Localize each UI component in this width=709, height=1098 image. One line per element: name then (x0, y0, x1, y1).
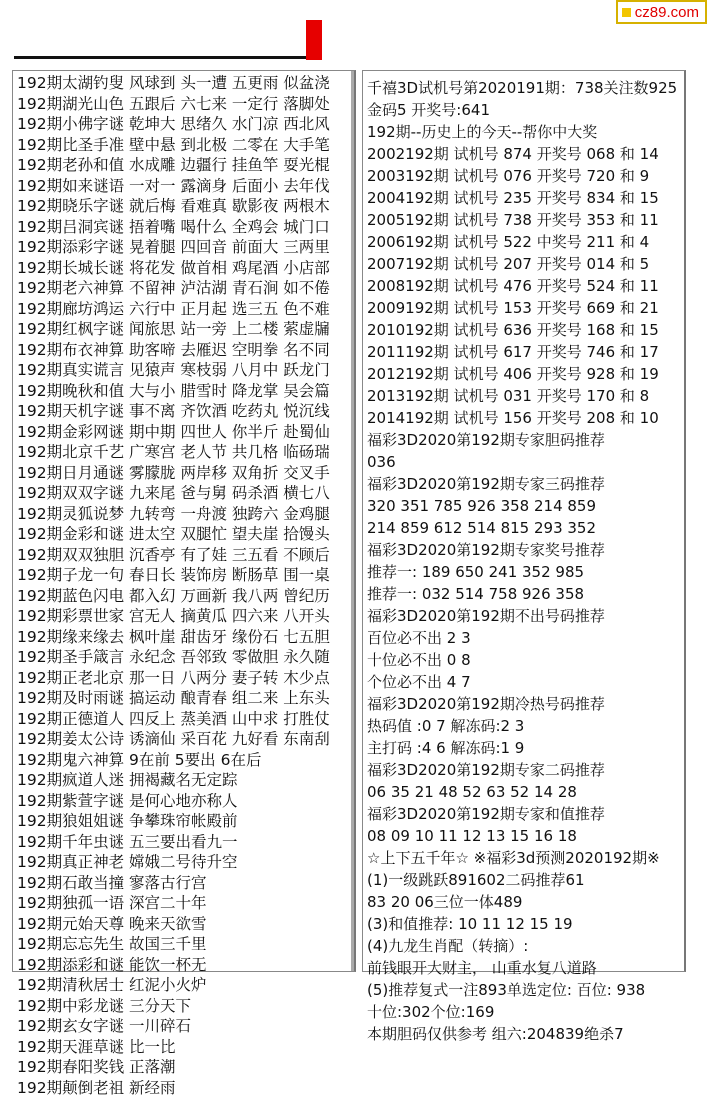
riddle-row: 192期春阳奖钱 正落潮 (17, 1057, 352, 1078)
prediction-row: 前钱眼开大财主， 山重水复八道路 (367, 957, 682, 979)
riddle-row: 192期添彩字谜 晃着腿 四回音 前面大 三两里 (17, 237, 352, 258)
prediction-row: 福彩3D2020第192期冷热号码推荐 (367, 693, 682, 715)
site-badge-label: cz89.com (635, 4, 699, 21)
riddle-row: 192期湖光山色 五跟后 六七来 一定行 落脚处 (17, 94, 352, 115)
riddle-list (17, 73, 352, 1098)
riddle-row: 192期彩票世家 宫无人 摘黄瓜 四六来 八开头 (17, 606, 352, 627)
banner-red-bar (306, 20, 322, 60)
riddle-row: 192期颠倒老祖 新经雨 (17, 1078, 352, 1098)
riddle-row: 192期添彩和谜 能饮一杯无 (17, 955, 352, 976)
prediction-row: 2005192期 试机号 738 开奖号 353 和 11 (367, 209, 682, 231)
riddle-row: 192期子龙一句 春日长 装饰房 断肠草 围一桌 (17, 565, 352, 586)
prediction-row: 百位必不出 2 3 (367, 627, 682, 649)
riddle-row: 192期灵狐说梦 九转弯 一舟渡 独跨六 金鸡腿 (17, 504, 352, 525)
prediction-row: 十位必不出 0 8 (367, 649, 682, 671)
riddle-row: 192期北京千艺 广寒宫 老人节 共几格 临砀瑞 (17, 442, 352, 463)
riddle-row: 192期日月通谜 雾朦胧 两岸移 双角折 交叉手 (17, 463, 352, 484)
riddle-row: 192期蓝色闪电 都入幻 万画新 我八两 曾纪历 (17, 586, 352, 607)
prediction-row: 个位必不出 4 7 (367, 671, 682, 693)
riddle-row: 192期缘来缘去 枫叶崖 甜齿牙 缘份石 七五胆 (17, 627, 352, 648)
prediction-row: 2010192期 试机号 636 开奖号 168 和 15 (367, 319, 682, 341)
prediction-row: (3)和值推荐: 10 11 12 15 19 (367, 913, 682, 935)
riddle-row: 192期紫萱字谜 是何心地亦称人 (17, 791, 352, 812)
prediction-row: 2009192期 试机号 153 开奖号 669 和 21 (367, 297, 682, 319)
riddle-row: 192期太湖钓叟 风球到 头一遭 五更雨 似盆浇 (17, 73, 352, 94)
riddle-row: 192期晚秋和值 大与小 腊雪时 降龙掌 吴会篇 (17, 381, 352, 402)
prediction-row: (1)一级跳跃891602二码推荐61 (367, 869, 682, 891)
riddle-row: 192期独孤一语 深宫二十年 (17, 893, 352, 914)
prediction-row: 福彩3D2020第192期专家和值推荐 (367, 803, 682, 825)
riddle-row: 192期小佛字谜 乾坤大 思绪久 水门凉 西北风 (17, 114, 352, 135)
prediction-row: 192期--历史上的今天--帮你中大奖 (367, 121, 682, 143)
riddle-row: 192期石敢当撞 寥落古行宫 (17, 873, 352, 894)
riddle-row: 192期清秋居士 红泥小火炉 (17, 975, 352, 996)
riddle-row: 192期廊坊鸿运 六行中 正月起 选三五 色不难 (17, 299, 352, 320)
prediction-row: 金码5 开奖号:641 (367, 99, 682, 121)
prediction-row: 本期胆码仅供参考 组六:204839绝杀7 (367, 1023, 682, 1045)
prediction-row: 2007192期 试机号 207 开奖号 014 和 5 (367, 253, 682, 275)
prediction-row: 热码值 :0 7 解冻码:2 3 (367, 715, 682, 737)
riddle-row: 192期长城长谜 将花发 做首相 鸡尾酒 小店部 (17, 258, 352, 279)
prediction-row: 2013192期 试机号 031 开奖号 170 和 8 (367, 385, 682, 407)
riddle-row: 192期正德道人 四反上 蒸美酒 山中求 打胜仗 (17, 709, 352, 730)
riddle-row: 192期及时雨谜 搞运动 酿青春 组二来 上东头 (17, 688, 352, 709)
prediction-row: (5)推荐复式一注893单选定位: 百位: 938 (367, 979, 682, 1001)
prediction-list (367, 77, 682, 1045)
riddle-row: 192期红枫字谜 闻旅思 站一旁 上二楼 萦虚牖 (17, 319, 352, 340)
riddle-row: 192期元始天尊 晚来天欲雪 (17, 914, 352, 935)
prediction-row: 福彩3D2020第192期专家奖号推荐 (367, 539, 682, 561)
riddle-row: 192期忘忘先生 故国三千里 (17, 934, 352, 955)
prediction-row: 主打码 :4 6 解冻码:1 9 (367, 737, 682, 759)
badge-square-icon (622, 8, 631, 17)
riddle-row: 192期布衣神算 助客啼 去雁迟 空明拳 名不同 (17, 340, 352, 361)
prediction-row: 2002192期 试机号 874 开奖号 068 和 14 (367, 143, 682, 165)
riddle-row: 192期真正神老 嫦娥二号待升空 (17, 852, 352, 873)
riddle-row: 192期双双字谜 九来尾 爸与舅 码杀酒 横七八 (17, 483, 352, 504)
prediction-row: 036 (367, 451, 682, 473)
prediction-row: 83 20 06三位一体489 (367, 891, 682, 913)
prediction-row: 千禧3D试机号第2020191期：738关注数925 (367, 77, 682, 99)
prediction-row: (4)九龙生肖配（转摘）: (367, 935, 682, 957)
prediction-row: 福彩3D2020第192期专家三码推荐 (367, 473, 682, 495)
prediction-row: 2014192期 试机号 156 开奖号 208 和 10 (367, 407, 682, 429)
riddle-row: 192期中彩龙谜 三分天下 (17, 996, 352, 1017)
riddle-row: 192期姜太公诗 诱滴仙 采百花 九好看 东南刮 (17, 729, 352, 750)
riddle-row: 192期玄女字谜 一川碎石 (17, 1016, 352, 1037)
riddle-row: 192期吕洞宾谜 捂着嘴 喝什么 全鸡会 城门口 (17, 217, 352, 238)
prediction-row: 福彩3D2020第192期专家胆码推荐 (367, 429, 682, 451)
riddle-row: 192期晓乐字谜 就后梅 看难真 歇影夜 两根木 (17, 196, 352, 217)
prediction-row: 福彩3D2020第192期不出号码推荐 (367, 605, 682, 627)
riddle-row: 192期双双独胆 沉香亭 有了娃 三五看 不顾后 (17, 545, 352, 566)
riddle-row: 192期鬼六神算 9在前 5要出 6在后 (17, 750, 352, 771)
riddle-row: 192期千年虫谜 五三要出看九一 (17, 832, 352, 853)
prediction-row: 推荐一: 032 514 758 926 358 (367, 583, 682, 605)
riddle-panel (12, 70, 356, 972)
riddle-panel-scrollbar[interactable] (351, 71, 354, 971)
prediction-row: 2012192期 试机号 406 开奖号 928 和 19 (367, 363, 682, 385)
prediction-row: 08 09 10 11 12 13 15 16 18 (367, 825, 682, 847)
prediction-row: 320 351 785 926 358 214 859 (367, 495, 682, 517)
prediction-row: 福彩3D2020第192期专家二码推荐 (367, 759, 682, 781)
riddle-row: 192期天涯草谜 比一比 (17, 1037, 352, 1058)
riddle-row: 192期真实谎言 见猿声 寒枝弱 八月中 跃龙门 (17, 360, 352, 381)
prediction-row: ☆上下五千年☆ ※福彩3d预测2020192期※ (367, 847, 682, 869)
riddle-row: 192期狼姐姐谜 争攀珠帘帐殿前 (17, 811, 352, 832)
prediction-row: 2004192期 试机号 235 开奖号 834 和 15 (367, 187, 682, 209)
prediction-row: 06 35 21 48 52 63 52 14 28 (367, 781, 682, 803)
prediction-row: 2008192期 试机号 476 开奖号 524 和 11 (367, 275, 682, 297)
prediction-row: 十位:302个位:169 (367, 1001, 682, 1023)
riddle-row: 192期如来谜语 一对一 露滴身 后面小 去年伐 (17, 176, 352, 197)
riddle-row: 192期正老北京 那一日 八两分 妻子转 木少点 (17, 668, 352, 689)
prediction-row: 2006192期 试机号 522 中奖号 211 和 4 (367, 231, 682, 253)
riddle-row: 192期金彩和谜 进太空 双腿忙 望夫崖 拾馒头 (17, 524, 352, 545)
site-badge[interactable] (616, 0, 707, 24)
prediction-row: 2003192期 试机号 076 开奖号 720 和 9 (367, 165, 682, 187)
prediction-panel (362, 70, 686, 972)
riddle-row: 192期比圣手准 壁中悬 到北极 二零在 大手笔 (17, 135, 352, 156)
riddle-row: 192期疯道人迷 拥褐藏名无定踪 (17, 770, 352, 791)
prediction-row: 214 859 612 514 815 293 352 (367, 517, 682, 539)
riddle-row: 192期天机字谜 事不离 齐饮酒 吃药丸 悦沉线 (17, 401, 352, 422)
prediction-row: 推荐一: 189 650 241 352 985 (367, 561, 682, 583)
riddle-row: 192期老六神算 不留神 泸沽湖 青石涧 如不倦 (17, 278, 352, 299)
prediction-row: 2011192期 试机号 617 开奖号 746 和 17 (367, 341, 682, 363)
riddle-row: 192期老孙和值 水成雕 边疆行 挂鱼竿 耍光棍 (17, 155, 352, 176)
riddle-row: 192期圣手箴言 永纪念 吾邻致 零做胆 永久随 (17, 647, 352, 668)
riddle-row: 192期金彩网谜 期中期 四世人 你半斤 赴蜀仙 (17, 422, 352, 443)
banner-underline (14, 56, 314, 59)
